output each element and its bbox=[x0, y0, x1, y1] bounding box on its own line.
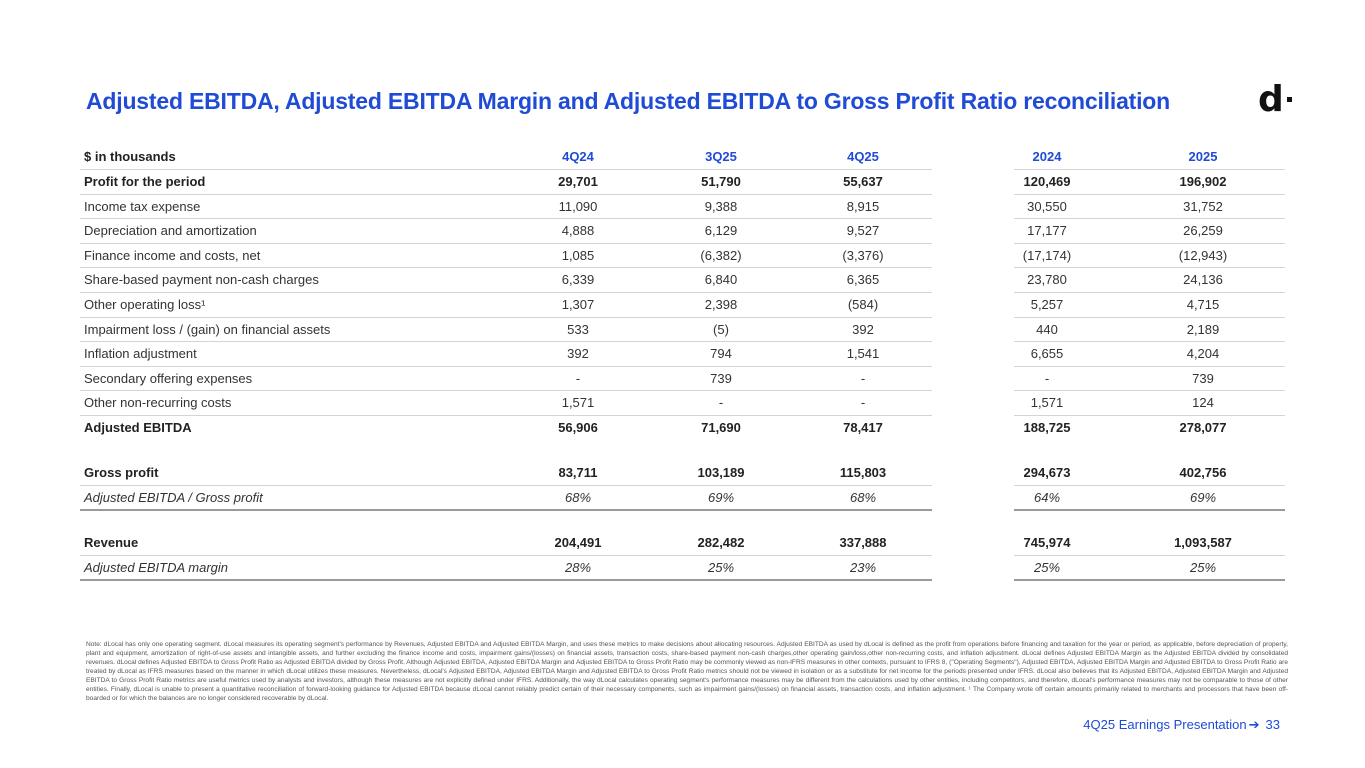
cell: 31,752 bbox=[1183, 198, 1223, 214]
cell: 55,637 bbox=[843, 174, 883, 189]
row-label: Finance income and costs, net bbox=[84, 247, 261, 263]
cell: 9,388 bbox=[704, 198, 738, 214]
cell: 188,725 bbox=[1023, 420, 1071, 435]
cell: 64% bbox=[1033, 490, 1061, 505]
table-row-gross-profit bbox=[80, 461, 1285, 486]
footnote: Note: dLocal has only one operating segment. dLocal measures its operating segment's performance by Revenues, Adjusted EBITDA and Adjusted EBITDA Margin, and uses these metrics to make decisions about allocating resources. Adjusted EBITDA as used by dLocal is defined as the profit from operations before financing and taxation for the year or period, as applicable, before depreciation of property, plant and equipment, amortization of right-of-use assets and intangible assets, and further excluding the finance income and costs, impairment gains/(losses) on financial assets, transaction costs, share-based payment non-cash charges,other operating gain/loss,other non-recurring costs, and inflation adjustment. dLocal defines Adjusted EBITDA Margin as the Adjusted EBITDA divided by consolidated revenues. dLocal defines Adjusted EBITDA to Gross Profit Ratio as Adjusted EBITDA divided by Gross Profit. Although Adjusted EBITDA, Adjusted EBITDA Margin and Adjusted EBITDA to Gross Profit Ratio may be commonly viewed as non-IFRS measures in other contexts, pursuant to IFRS 8, ("Operating Segments"), Adjusted EBITDA, Adjusted EBITDA Margin and Adjusted EBITDA to Gross Profit Ratio are treated by dLocal as IFRS measures based on the manner in which dLocal utilizes these measures. Nevertheless, dLocal's Adjusted EBITDA, Adjusted EBITDA Margin and Adjusted EBITDA to Gross Profit Ratio metrics should not be viewed in isolation or as a substitute for net income for the periods presented under IFRS. dLocal also believes that its Adjusted EBITDA, Adjusted EBITDA Margin and Adjusted EBITDA to Gross Profit Ratio metrics are useful metrics used by analysts and investors, although these measures are not explicitly defined under IFRS. Additionally, the way dLocal calculates operating segment's performance measures may be different from the calculations used by other entities, including competitors, and therefore, dLocal's performance measures may not be comparable to those of other entities. Finally, dLocal is unable to present a quantitative reconciliation of forward-looking guidance for Adjusted EBITDA because dLocal cannot reliably predict certain of their necessary components, such as impairment gains/(losses) on financial assets, transaction costs, and inflation adjustment. ¹ The Company wrote off certain amounts primarily related to merchants and processors that have been off-boarded or for which the balances are no longer considered recoverable by dLocal. bbox=[86, 641, 1288, 702]
cell: 5,257 bbox=[1030, 297, 1064, 312]
row-label: Depreciation and amortization bbox=[84, 223, 257, 239]
cell: (3,376) bbox=[842, 247, 884, 263]
table-row bbox=[80, 342, 1285, 367]
cell: (17,174) bbox=[1022, 247, 1072, 263]
arrow-right-icon: ➔ bbox=[1248, 717, 1260, 732]
row-label: Gross profit bbox=[84, 465, 159, 480]
cell: 1,571 bbox=[1030, 395, 1064, 411]
col-header-4q24: 4Q24 bbox=[562, 149, 594, 164]
cell: 2,189 bbox=[1186, 321, 1220, 337]
cell: 1,571 bbox=[561, 395, 595, 411]
cell: 6,365 bbox=[846, 272, 880, 288]
cell: 11,090 bbox=[558, 198, 598, 214]
cell: 69% bbox=[1189, 490, 1217, 505]
table-row bbox=[80, 268, 1285, 293]
cell: 533 bbox=[567, 321, 589, 337]
cell: 739 bbox=[710, 370, 732, 386]
table-row bbox=[80, 293, 1285, 318]
row-label: Secondary offering expenses bbox=[84, 370, 253, 386]
cell: 1,307 bbox=[561, 297, 595, 312]
table-row bbox=[80, 244, 1285, 269]
cell: 6,339 bbox=[561, 272, 595, 288]
cell: 282,482 bbox=[697, 535, 745, 550]
header-label: $ in thousands bbox=[84, 149, 176, 164]
row-label: Adjusted EBITDA / Gross profit bbox=[84, 490, 263, 505]
col-header-2025: 2025 bbox=[1188, 149, 1218, 164]
cell: 745,974 bbox=[1023, 535, 1071, 550]
cell: 2,398 bbox=[704, 297, 738, 312]
row-label: Impairment loss / (gain) on financial assets bbox=[84, 321, 331, 337]
footer-label: 4Q25 Earnings Presentation bbox=[1083, 717, 1247, 732]
cell: - bbox=[1044, 370, 1050, 386]
cell: 1,085 bbox=[561, 247, 595, 263]
cell: 69% bbox=[707, 490, 735, 505]
row-label: Other operating loss¹ bbox=[84, 297, 206, 312]
row-label: Share-based payment non-cash charges bbox=[84, 272, 319, 288]
cell: 29,701 bbox=[558, 174, 598, 189]
table-row bbox=[80, 219, 1285, 244]
cell: 56,906 bbox=[558, 420, 598, 435]
cell: 28% bbox=[564, 560, 592, 575]
cell: 204,491 bbox=[554, 535, 602, 550]
cell: 4,888 bbox=[561, 223, 595, 239]
table-row-revenue bbox=[80, 531, 1285, 556]
cell: (584) bbox=[847, 297, 879, 312]
cell: 794 bbox=[710, 346, 732, 362]
cell: 68% bbox=[849, 490, 877, 505]
cell: (12,943) bbox=[1178, 247, 1228, 263]
cell: 337,888 bbox=[839, 535, 887, 550]
cell: 6,655 bbox=[1030, 346, 1064, 362]
cell: 124 bbox=[1192, 395, 1214, 411]
table-row bbox=[80, 170, 1285, 195]
table-header bbox=[80, 145, 1285, 170]
cell: 17,177 bbox=[1027, 223, 1067, 239]
cell: (6,382) bbox=[700, 247, 742, 263]
cell: 4,715 bbox=[1186, 297, 1220, 312]
cell: 25% bbox=[707, 560, 735, 575]
table-row bbox=[80, 195, 1285, 220]
cell: 392 bbox=[567, 346, 589, 362]
cell: 739 bbox=[1192, 370, 1214, 386]
logo-dot bbox=[1287, 97, 1292, 102]
cell: 83,711 bbox=[558, 465, 598, 480]
col-header-2024: 2024 bbox=[1032, 149, 1062, 164]
cell: 23,780 bbox=[1027, 272, 1067, 288]
row-label: Adjusted EBITDA bbox=[84, 420, 192, 435]
dlocal-logo-icon: d bbox=[1258, 79, 1284, 120]
table-row-ebitda-to-gross-profit bbox=[80, 486, 1285, 511]
table-row bbox=[80, 318, 1285, 343]
row-label: Inflation adjustment bbox=[84, 346, 197, 362]
table-row-ebitda-margin bbox=[80, 556, 1285, 581]
cell: - bbox=[860, 395, 866, 411]
cell: 24,136 bbox=[1183, 272, 1223, 288]
page-number: 33 bbox=[1265, 717, 1280, 732]
cell: 25% bbox=[1189, 560, 1217, 575]
cell: 120,469 bbox=[1023, 174, 1071, 189]
cell: 25% bbox=[1033, 560, 1061, 575]
cell: 8,915 bbox=[846, 198, 880, 214]
table-row-adjusted-ebitda bbox=[80, 416, 1285, 441]
cell: 1,093,587 bbox=[1174, 535, 1232, 550]
cell: - bbox=[860, 370, 866, 386]
cell: 103,189 bbox=[697, 465, 745, 480]
cell: 68% bbox=[564, 490, 592, 505]
cell: - bbox=[718, 395, 724, 411]
cell: 78,417 bbox=[843, 420, 883, 435]
col-header-3q25: 3Q25 bbox=[705, 149, 737, 164]
cell: 23% bbox=[849, 560, 877, 575]
cell: 30,550 bbox=[1027, 198, 1067, 214]
row-label: Other non-recurring costs bbox=[84, 395, 232, 411]
cell: (5) bbox=[713, 321, 729, 337]
cell: 392 bbox=[852, 321, 874, 337]
cell: 440 bbox=[1036, 321, 1058, 337]
row-label: Revenue bbox=[84, 535, 139, 550]
cell: - bbox=[575, 370, 581, 386]
cell: 26,259 bbox=[1183, 223, 1223, 239]
cell: 51,790 bbox=[701, 174, 741, 189]
cell: 1,541 bbox=[846, 346, 880, 362]
cell: 9,527 bbox=[846, 223, 880, 239]
cell: 115,803 bbox=[839, 465, 887, 480]
page-title: Adjusted EBITDA, Adjusted EBITDA Margin and Adjusted EBITDA to Gross Profit Ratio reconciliation bbox=[86, 88, 1171, 114]
cell: 196,902 bbox=[1179, 174, 1227, 189]
footer bbox=[1076, 717, 1280, 733]
cell: 402,756 bbox=[1179, 465, 1227, 480]
cell: 6,129 bbox=[704, 223, 738, 239]
cell: 4,204 bbox=[1186, 346, 1220, 362]
cell: 278,077 bbox=[1179, 420, 1227, 435]
cell: 294,673 bbox=[1023, 465, 1071, 480]
row-label: Adjusted EBITDA margin bbox=[84, 560, 229, 575]
col-header-4q25: 4Q25 bbox=[847, 149, 879, 164]
cell: 6,840 bbox=[704, 272, 738, 288]
table-row bbox=[80, 391, 1285, 416]
row-label: Income tax expense bbox=[84, 198, 201, 214]
table-row bbox=[80, 367, 1285, 392]
cell: 71,690 bbox=[701, 420, 741, 435]
row-label: Profit for the period bbox=[84, 174, 206, 189]
